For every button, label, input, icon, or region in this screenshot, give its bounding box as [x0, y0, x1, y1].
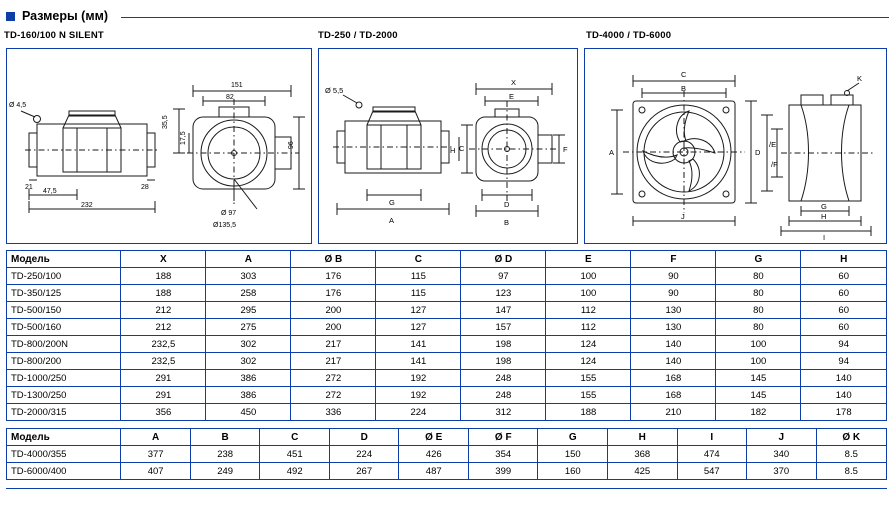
col-header-model: Модель	[7, 251, 121, 268]
cell-k: 8.5	[816, 446, 886, 463]
dimensions-table-2	[6, 428, 887, 480]
cell-b: 200	[291, 319, 376, 336]
drawing-panels	[6, 48, 887, 244]
dimensions-table-1-wrap	[6, 250, 887, 421]
cell-c: 192	[376, 387, 461, 404]
cell-x: 232,5	[121, 353, 206, 370]
cell-d: 198	[461, 336, 546, 353]
dim-label: B	[681, 84, 687, 93]
cell-j: 370	[747, 463, 817, 480]
cell-d: 224	[329, 446, 399, 463]
cell-model: TD-6000/400	[7, 463, 121, 480]
cell-x: 212	[121, 319, 206, 336]
cell-a: 386	[206, 370, 291, 387]
cell-k: 8.5	[816, 463, 886, 480]
col-header-d: D	[329, 429, 399, 446]
cell-b: 217	[291, 353, 376, 370]
cell-e: 124	[546, 336, 631, 353]
cell-e: 100	[546, 285, 631, 302]
dim-label: G	[389, 198, 395, 207]
col-header-c: C	[260, 429, 330, 446]
cell-d: 312	[461, 404, 546, 421]
table-row	[7, 302, 887, 319]
cell-g: 182	[716, 404, 801, 421]
cell-a: 258	[206, 285, 291, 302]
dim-label: /F	[771, 160, 778, 169]
dim-label: 82	[226, 94, 234, 101]
cell-f: 168	[631, 370, 716, 387]
cell-d: 147	[461, 302, 546, 319]
cell-d: 123	[461, 285, 546, 302]
dim-label: Ø 5,5	[325, 86, 344, 95]
cell-d: 248	[461, 370, 546, 387]
table-row	[7, 463, 887, 480]
cell-x: 291	[121, 370, 206, 387]
cell-e: 155	[546, 387, 631, 404]
dimensions-table-1	[6, 250, 887, 421]
section-header	[0, 0, 893, 26]
col-header-g: G	[716, 251, 801, 268]
dim-label: J	[681, 212, 685, 221]
cell-h: 368	[608, 446, 678, 463]
dim-label: I	[823, 233, 826, 242]
cell-h: 140	[801, 370, 887, 387]
cell-f: 90	[631, 268, 716, 285]
cell-x: 212	[121, 302, 206, 319]
cell-e: 112	[546, 319, 631, 336]
dim-label: 28	[141, 184, 149, 191]
cell-b: 176	[291, 268, 376, 285]
col-header-model: Модель	[7, 429, 121, 446]
cell-f: 140	[631, 353, 716, 370]
cell-d: 267	[329, 463, 399, 480]
cell-g: 145	[716, 370, 801, 387]
cell-f: 168	[631, 387, 716, 404]
cell-a: 295	[206, 302, 291, 319]
drawing-panel-td160	[6, 48, 312, 244]
col-header-i: I	[677, 429, 747, 446]
header-divider	[121, 17, 889, 18]
cell-b: 272	[291, 370, 376, 387]
col-header-f: F	[631, 251, 716, 268]
caption-panel-3: TD-4000 / TD-6000	[586, 30, 672, 41]
cell-c: 115	[376, 268, 461, 285]
square-bullet-icon	[6, 12, 15, 21]
cell-model: TD-800/200N	[7, 336, 121, 353]
dim-label: /E	[769, 140, 777, 149]
drawing-td160-svg	[7, 49, 311, 243]
drawing-panel-td4000	[584, 48, 887, 244]
drawing-td4000-svg	[585, 49, 886, 243]
cell-h: 94	[801, 353, 887, 370]
cell-model: TD-500/160	[7, 319, 121, 336]
col-header-f: Ø F	[468, 429, 538, 446]
cell-e: 100	[546, 268, 631, 285]
cell-a: 302	[206, 336, 291, 353]
cell-h: 140	[801, 387, 887, 404]
cell-model: TD-800/200	[7, 353, 121, 370]
col-header-x: X	[121, 251, 206, 268]
dim-label: F	[563, 145, 568, 154]
cell-f: 210	[631, 404, 716, 421]
col-header-k: Ø K	[816, 429, 886, 446]
col-header-c: C	[376, 251, 461, 268]
dim-label: C	[681, 70, 687, 79]
cell-c: 127	[376, 319, 461, 336]
cell-c: 115	[376, 285, 461, 302]
cell-f: 130	[631, 302, 716, 319]
cell-a: 450	[206, 404, 291, 421]
table-row	[7, 319, 887, 336]
col-header-e: E	[546, 251, 631, 268]
table-row	[7, 268, 887, 285]
cell-c: 224	[376, 404, 461, 421]
cell-c: 192	[376, 370, 461, 387]
cell-h: 425	[608, 463, 678, 480]
cell-c: 127	[376, 302, 461, 319]
cell-i: 547	[677, 463, 747, 480]
dim-label: A	[609, 148, 615, 157]
cell-b: 238	[190, 446, 260, 463]
drawing-td250-svg	[319, 49, 577, 243]
table-row	[7, 353, 887, 370]
cell-h: 60	[801, 285, 887, 302]
page-title: Размеры (мм)	[22, 9, 108, 23]
cell-a: 377	[121, 446, 191, 463]
cell-g: 100	[716, 336, 801, 353]
dim-label: Ø 97	[221, 210, 237, 217]
panel-captions	[0, 30, 893, 46]
col-header-e: Ø E	[399, 429, 469, 446]
cell-x: 291	[121, 387, 206, 404]
cell-e: 112	[546, 302, 631, 319]
cell-f: 90	[631, 285, 716, 302]
cell-d: 157	[461, 319, 546, 336]
cell-a: 407	[121, 463, 191, 480]
caption-panel-1: TD-160/100 N SILENT	[4, 30, 104, 41]
cell-e: 188	[546, 404, 631, 421]
cell-x: 232,5	[121, 336, 206, 353]
col-header-a: A	[121, 429, 191, 446]
table-row	[7, 285, 887, 302]
cell-g: 80	[716, 268, 801, 285]
dimensions-table-2-wrap	[6, 428, 887, 480]
table-row	[7, 446, 887, 463]
cell-j: 340	[747, 446, 817, 463]
cell-b: 200	[291, 302, 376, 319]
cell-model: TD-1000/250	[7, 370, 121, 387]
dim-label: C	[459, 144, 465, 153]
cell-b: 272	[291, 387, 376, 404]
col-header-b: Ø B	[291, 251, 376, 268]
dim-label: 232	[81, 202, 93, 209]
table-row	[7, 387, 887, 404]
cell-g: 145	[716, 387, 801, 404]
cell-model: TD-500/150	[7, 302, 121, 319]
dim-label: D	[755, 148, 761, 157]
dim-label: 96	[288, 141, 295, 149]
dim-label: D	[504, 200, 510, 209]
cell-h: 60	[801, 319, 887, 336]
col-header-a: A	[206, 251, 291, 268]
dim-label: E	[509, 92, 515, 101]
cell-c: 141	[376, 353, 461, 370]
cell-model: TD-2000/315	[7, 404, 121, 421]
cell-b: 336	[291, 404, 376, 421]
drawing-panel-td250	[318, 48, 578, 244]
cell-b: 217	[291, 336, 376, 353]
cell-d: 248	[461, 387, 546, 404]
cell-e: 124	[546, 353, 631, 370]
cell-h: 178	[801, 404, 887, 421]
dim-label: 47,5	[43, 188, 57, 195]
cell-g: 80	[716, 319, 801, 336]
dim-label: K	[857, 74, 863, 83]
cell-g: 160	[538, 463, 608, 480]
cell-e: 487	[399, 463, 469, 480]
cell-x: 188	[121, 268, 206, 285]
cell-c: 492	[260, 463, 330, 480]
cell-g: 150	[538, 446, 608, 463]
dim-label: H	[821, 212, 827, 221]
cell-i: 474	[677, 446, 747, 463]
cell-h: 60	[801, 302, 887, 319]
dim-label: H	[450, 146, 456, 155]
table-header-row	[7, 251, 887, 268]
footer-divider	[6, 488, 887, 489]
table-header-row	[7, 429, 887, 446]
cell-d: 97	[461, 268, 546, 285]
cell-g: 80	[716, 285, 801, 302]
cell-f: 354	[468, 446, 538, 463]
cell-c: 141	[376, 336, 461, 353]
cell-d: 198	[461, 353, 546, 370]
col-header-h: H	[608, 429, 678, 446]
cell-g: 80	[716, 302, 801, 319]
dim-label: B	[504, 218, 510, 227]
cell-f: 399	[468, 463, 538, 480]
cell-f: 130	[631, 319, 716, 336]
table-row	[7, 336, 887, 353]
caption-panel-2: TD-250 / TD-2000	[318, 30, 398, 41]
col-header-d: Ø D	[461, 251, 546, 268]
cell-model: TD-4000/355	[7, 446, 121, 463]
cell-a: 303	[206, 268, 291, 285]
cell-h: 60	[801, 268, 887, 285]
cell-a: 275	[206, 319, 291, 336]
cell-model: TD-1300/250	[7, 387, 121, 404]
cell-a: 302	[206, 353, 291, 370]
cell-b: 249	[190, 463, 260, 480]
col-header-b: B	[190, 429, 260, 446]
cell-x: 356	[121, 404, 206, 421]
dim-label: Ø 4,5	[9, 102, 27, 109]
cell-x: 188	[121, 285, 206, 302]
cell-e: 426	[399, 446, 469, 463]
cell-model: TD-250/100	[7, 268, 121, 285]
cell-a: 386	[206, 387, 291, 404]
dim-label: 17,5	[180, 131, 187, 145]
cell-g: 100	[716, 353, 801, 370]
dim-label: 35,5	[162, 115, 169, 129]
cell-e: 155	[546, 370, 631, 387]
col-header-j: J	[747, 429, 817, 446]
dim-label: A	[389, 216, 395, 225]
cell-model: TD-350/125	[7, 285, 121, 302]
cell-b: 176	[291, 285, 376, 302]
cell-h: 94	[801, 336, 887, 353]
cell-c: 451	[260, 446, 330, 463]
dim-label: 151	[231, 82, 243, 89]
table-row	[7, 370, 887, 387]
table-row	[7, 404, 887, 421]
dim-label: 21	[25, 184, 33, 191]
col-header-g: G	[538, 429, 608, 446]
cell-f: 140	[631, 336, 716, 353]
dim-label: X	[511, 78, 517, 87]
dim-label: Ø135,5	[213, 222, 236, 229]
dim-label: G	[821, 202, 827, 211]
col-header-h: H	[801, 251, 887, 268]
